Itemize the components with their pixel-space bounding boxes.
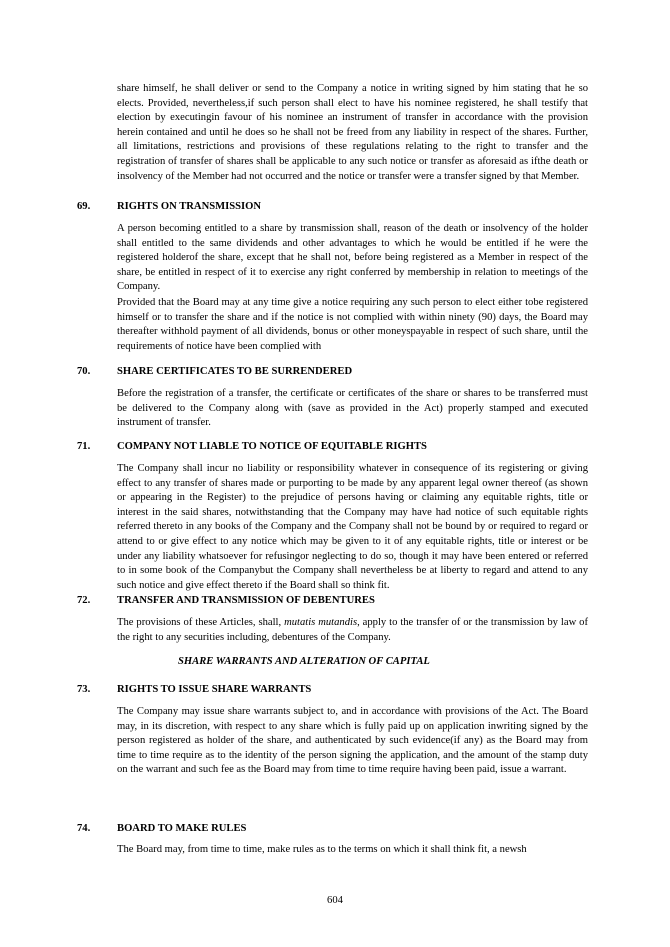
section-69-paragraph-2: Provided that the Board may at any time give a notice requiring any such person to elect either tobe registered himself or to transfer the share and if the notice is not complied with within ninety (90) days, the Board may thereafter withhold payment of all dividends, bonus or other moneyspayable in respect of such share, until the requirements of notice have been complied with <box>117 297 588 352</box>
section-74-paragraph: The Board may, from time to time, make rules as to the terms on which it shall think fit, a newsh <box>117 844 527 855</box>
section-71-number: 71. <box>77 441 91 452</box>
section-69-heading: RIGHTS ON TRANSMISSION <box>117 201 262 212</box>
section-72-latin-phrase: mutatis mutandis <box>284 617 358 628</box>
part-subheading: SHARE WARRANTS AND ALTERATION OF CAPITAL <box>178 656 430 667</box>
section-70-paragraph: Before the registration of a transfer, the certificate or certificates of the share or shares to be transferred must be delivered to the Company along with (save as provided in the Act) properly stamped and executed instrument of transfer. <box>117 388 588 429</box>
section-71-heading: COMPANY NOT LIABLE TO NOTICE OF EQUITABLE RIGHTS <box>117 441 427 452</box>
page-number: 604 <box>327 895 343 906</box>
intro-paragraph: share himself, he shall deliver or send to the Company a notice in writing signed by him stating that he so elects. Provided, nevertheless,if such person shall elect to have his nominee registered, he shall testify that election by executingin favour of his nominee an instrument of transfer in accordance with the provision herein contained and until he does so he shall not be freed from any liability in respect of the shares. Further, all limitations, restrictions and provisions of these regulations relating to the right to transfer and the registration of transfer of shares shall be applicable to any such notice or transfer as aforesaid as ifthe death or insolvency of the Member had not occurred and the notice or transfer were a transfer signed by that Member. <box>117 83 588 182</box>
section-70-number: 70. <box>77 366 91 377</box>
section-72-number: 72. <box>77 595 91 606</box>
section-72-heading: TRANSFER AND TRANSMISSION OF DEBENTURES <box>117 595 375 606</box>
section-69-paragraph-1: A person becoming entitled to a share by transmission shall, reason of the death or insolvency of the holder shall entitled to the same dividends and other advantages to which he would be entitled if he were the registered holderof the share, except that he shall not, before being registered as a Member in respect of the share, be entitled in respect of it to exercise any right conferred by membership in relation to meetings of the Company. <box>117 223 588 293</box>
section-70-heading: SHARE CERTIFICATES TO BE SURRENDERED <box>117 366 353 377</box>
section-73-paragraph: The Company may issue share warrants subject to, and in accordance with provisions of the Act. The Board may, in its discretion, with respect to any share which is fully paid up on application inwriting signed by the person registered as holder of the share, and authenticated by such evidence(if any) as the Board may from time to time require as to the identity of the person signing the application, and the amount of the stamp duty on the warrant and such fee as the Board may from time to time require having been paid, issue a warrant. <box>117 706 588 776</box>
section-72-text-before: The provisions of these Articles, shall, <box>117 617 285 628</box>
section-74-heading: BOARD TO MAKE RULES <box>117 823 247 834</box>
section-72-text-after: , apply to the transfer of or the transmission by law of the right to any securities including, debentures of the Company. <box>117 617 588 643</box>
section-73-heading: RIGHTS TO ISSUE SHARE WARRANTS <box>117 684 312 695</box>
section-74-number: 74. <box>77 823 91 834</box>
section-71-paragraph: The Company shall incur no liability or responsibility whatever in consequence of its registering or giving effect to any transfer of shares made or purporting to be made by any apparent legal owner thereof (as shown or appearing in the Register) to the prejudice of persons having or claiming any equitable rights, title or interest in the said shares, notwithstanding that the Company may have had notice of such equitable rights referred thereto in any books of the Company and the Company shall not be bound by or required to regard or attend to or give effect to any notice which may be given to it of any equitable rights, title or interest or be under any liability whatsoever for refusingor neglecting to do so, though it may have been entered or referred to in some book of the Companybut the Company shall nevertheless be at liberty to regard and attend to any such notice and give effect thereto if the Board shall so think fit. <box>117 463 588 591</box>
section-73-number: 73. <box>77 684 91 695</box>
section-69-number: 69. <box>77 201 91 212</box>
section-72-paragraph <box>117 616 588 645</box>
